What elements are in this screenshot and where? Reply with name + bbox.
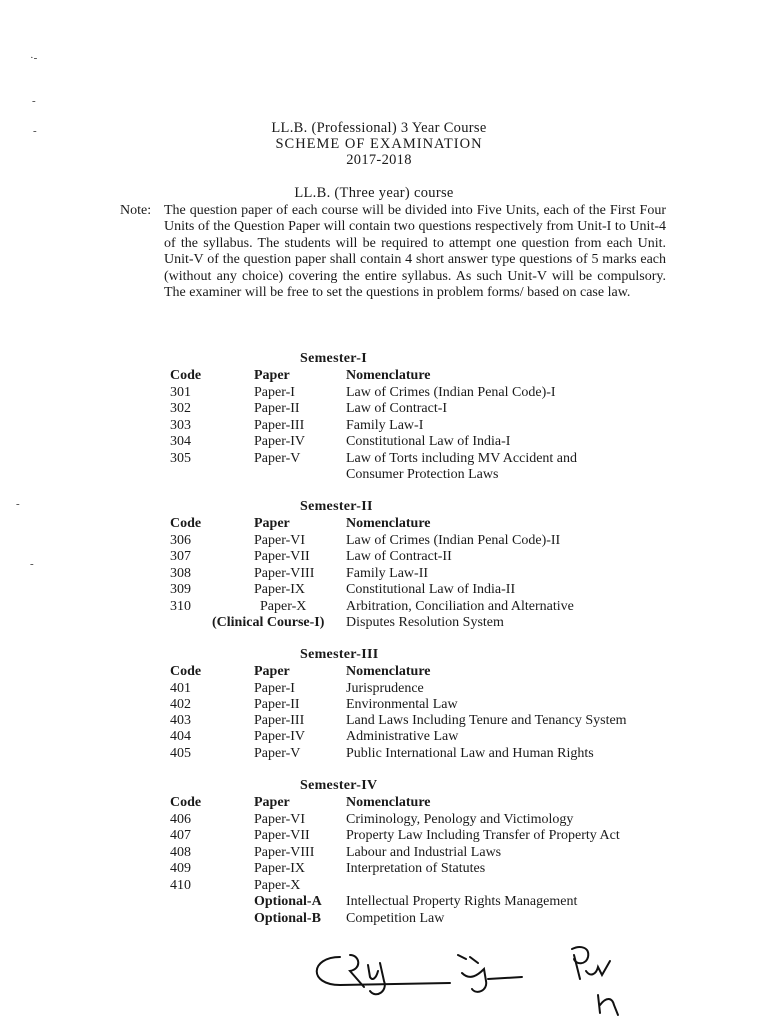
table-row: [0, 549, 768, 565]
table-row: [0, 911, 768, 927]
table-row: [0, 812, 768, 828]
cell-paper: Paper-V: [254, 746, 301, 761]
cell-nomenclature: Law of Crimes (Indian Penal Code)-II: [346, 533, 561, 548]
column-header-nomenclature: Nomenclature: [346, 795, 431, 810]
cell-paper: Paper-I: [254, 385, 295, 400]
cell-paper: Paper-IV: [254, 729, 306, 744]
table-row: [0, 401, 768, 417]
scan-mark: -: [16, 498, 20, 510]
table-row: [0, 451, 768, 467]
cell-nomenclature: Constitutional Law of India-II: [346, 582, 516, 597]
scan-mark: -: [32, 95, 36, 107]
column-header-nomenclature: Nomenclature: [346, 664, 431, 679]
cell-nomenclature: Law of Torts including MV Accident and: [346, 451, 578, 466]
cell-paper: Paper-VI: [254, 533, 306, 548]
table-header-row: [0, 795, 768, 811]
cell-nomenclature: Labour and Industrial Laws: [346, 845, 502, 860]
cell-nomenclature: Interpretation of Statutes: [346, 861, 486, 876]
column-header-paper: Paper: [254, 795, 290, 810]
table-row: [0, 878, 768, 894]
cell-paper: Paper-II: [254, 697, 300, 712]
cell-nomenclature: Arbitration, Conciliation and Alternative: [346, 599, 574, 614]
cell-code: 409: [170, 861, 191, 876]
cell-nomenclature: Public International Law and Human Rights: [346, 746, 594, 761]
table-row: [0, 599, 768, 615]
cell-nomenclature: Land Laws Including Tenure and Tenancy System: [346, 713, 627, 728]
cell-paper: Paper-IX: [254, 861, 306, 876]
note-label: Note:: [120, 203, 152, 218]
table-row: [0, 385, 768, 401]
table-row: [0, 861, 768, 877]
table-row: [0, 582, 768, 598]
cell-code: 403: [170, 713, 191, 728]
cell-paper: Paper-V: [254, 451, 301, 466]
column-header-code: Code: [170, 664, 202, 679]
table-header-row: [0, 664, 768, 680]
column-header-code: Code: [170, 516, 202, 531]
table-row: [0, 828, 768, 844]
column-header-paper: Paper: [254, 516, 290, 531]
cell-nomenclature: Administrative Law: [346, 729, 459, 744]
semester-title: Semester-III: [300, 647, 379, 662]
scan-mark: ·-: [30, 52, 38, 64]
cell-nomenclature: Constitutional Law of India-I: [346, 434, 511, 449]
session-year: 2017-2018: [346, 152, 412, 168]
cell-code: 305: [170, 451, 191, 466]
table-row: [0, 845, 768, 861]
cell-code: 308: [170, 566, 191, 581]
cell-paper: Paper-VIII: [254, 566, 315, 581]
cell-paper: Paper-VI: [254, 812, 306, 827]
table-row: [0, 434, 768, 450]
note-text: The question paper of each course will be divided into Five Units, each of the First Four Units of the Question Paper will contain two questions respectively from Unit-I to Unit-4 of the syllabus. The students will be required to attempt one question from each Unit. Unit-V of the question paper shall contain 4 short answer type questions of 5 marks each (without any choice) covering the entire syllabus. As such Unit-V will be compulsory. The examiner will be free to set the questions in problem forms/ based on case law.: [164, 203, 666, 301]
cell-code: 402: [170, 697, 191, 712]
cell-nomenclature: Property Law Including Transfer of Property Act: [346, 828, 620, 843]
table-row: [0, 697, 768, 713]
cell-paper: Optional-A: [254, 894, 322, 909]
column-header-code: Code: [170, 368, 202, 383]
semester-title: Semester-II: [300, 499, 373, 514]
table-row: [0, 533, 768, 549]
table-row: [0, 713, 768, 729]
semester-title: Semester-I: [300, 351, 368, 366]
column-header-nomenclature: Nomenclature: [346, 368, 431, 383]
cell-code: 307: [170, 549, 191, 564]
column-header-paper: Paper: [254, 664, 290, 679]
cell-nomenclature: Consumer Protection Laws: [346, 467, 499, 482]
cell-paper: Paper-III: [254, 713, 305, 728]
cell-nomenclature: Intellectual Property Rights Management: [346, 894, 578, 909]
semester-title: Semester-IV: [300, 778, 378, 793]
course-subtitle: LL.B. (Three year) course: [294, 185, 454, 201]
cell-code: 410: [170, 878, 191, 893]
table-row: [0, 467, 768, 483]
table-row: [0, 418, 768, 434]
column-header-nomenclature: Nomenclature: [346, 516, 431, 531]
cell-code: 302: [170, 401, 191, 416]
table-row: [0, 746, 768, 762]
table-row: [0, 681, 768, 697]
cell-nomenclature: Competition Law: [346, 911, 445, 926]
cell-paper: Paper-VIII: [254, 845, 315, 860]
cell-code: 309: [170, 582, 191, 597]
cell-paper: Paper-I: [254, 681, 295, 696]
cell-code: 306: [170, 533, 191, 548]
scan-mark: -: [30, 558, 34, 570]
cell-code: 408: [170, 845, 191, 860]
cell-paper: Optional-B: [254, 911, 321, 926]
cell-nomenclature: Law of Crimes (Indian Penal Code)-I: [346, 385, 556, 400]
cell-nomenclature: Family Law-II: [346, 566, 429, 581]
scheme-title: SCHEME OF EXAMINATION: [275, 136, 483, 152]
cell-paper: Paper-IX: [254, 582, 306, 597]
cell-paper: Paper-IV: [254, 434, 306, 449]
cell-nomenclature: Jurisprudence: [346, 681, 424, 696]
cell-paper: Paper-III: [254, 418, 305, 433]
cell-paper: Paper-II: [254, 401, 300, 416]
course-title: LL.B. (Professional) 3 Year Course: [271, 120, 487, 136]
cell-nomenclature: Law of Contract-II: [346, 549, 452, 564]
cell-code: 301: [170, 385, 191, 400]
cell-code: 407: [170, 828, 191, 843]
cell-code: 406: [170, 812, 191, 827]
cell-code: 404: [170, 729, 191, 744]
table-header-row: [0, 368, 768, 384]
cell-code: 303: [170, 418, 191, 433]
cell-code: 304: [170, 434, 191, 449]
cell-nomenclature: Environmental Law: [346, 697, 458, 712]
cell-nomenclature: Family Law-I: [346, 418, 424, 433]
cell-paper: Paper-VII: [254, 549, 310, 564]
table-row: [0, 615, 768, 631]
cell-paper: Paper-X: [260, 599, 307, 614]
cell-paper: (Clinical Course-I): [212, 615, 325, 630]
cell-nomenclature: Criminology, Penology and Victimology: [346, 812, 574, 827]
signatures-image: [300, 935, 640, 1020]
table-row: [0, 566, 768, 582]
cell-code: 405: [170, 746, 191, 761]
cell-code: 310: [170, 599, 191, 614]
table-row: [0, 894, 768, 910]
cell-nomenclature: Disputes Resolution System: [346, 615, 504, 630]
table-header-row: [0, 516, 768, 532]
column-header-code: Code: [170, 795, 202, 810]
table-row: [0, 729, 768, 745]
cell-code: 401: [170, 681, 191, 696]
cell-paper: Paper-VII: [254, 828, 310, 843]
column-header-paper: Paper: [254, 368, 290, 383]
scan-mark: -: [33, 125, 37, 137]
cell-nomenclature: Law of Contract-I: [346, 401, 448, 416]
cell-paper: Paper-X: [254, 878, 301, 893]
